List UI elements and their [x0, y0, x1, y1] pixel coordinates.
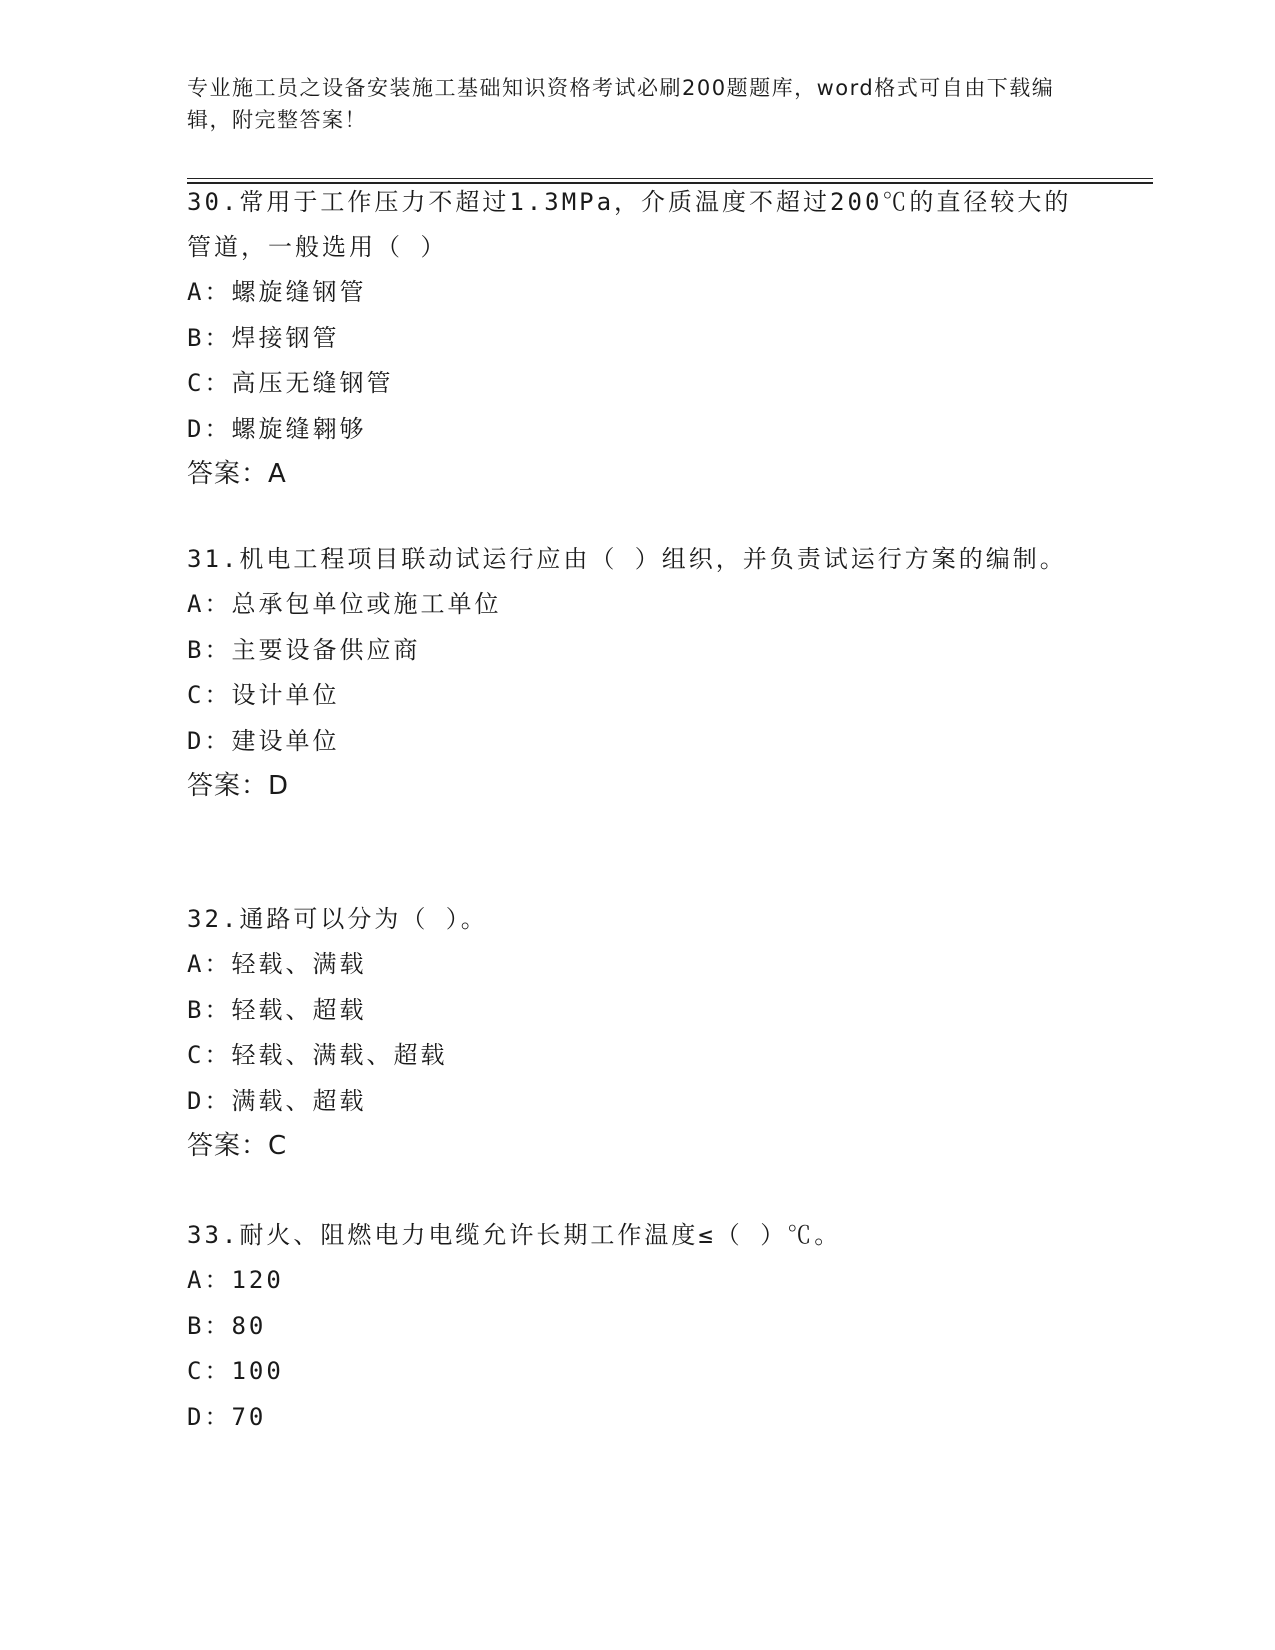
question-33	[187, 1213, 1087, 1440]
question-stem: 33.耐火、阻燃电力电缆允许长期工作温度≤（ ）℃。	[187, 1221, 842, 1249]
option-d: D：满载、超载	[187, 1086, 367, 1115]
header-divider-thin	[187, 178, 1153, 179]
option-a: A：轻载、满载	[187, 950, 367, 978]
option-d: D：70	[187, 1402, 267, 1431]
option-c: C：100	[187, 1357, 284, 1385]
answer: 答案：D	[187, 771, 290, 801]
document-header: 专业施工员之设备安装施工基础知识资格考试必刷200题题库，word格式可自由下载编辑，附完整答案！	[187, 76, 1055, 132]
option-c: C：高压无缝钢管	[187, 369, 394, 397]
option-a: A：总承包单位或施工单位	[187, 590, 502, 618]
question-stem: 31.机电工程项目联动试运行应由（ ）组织，并负责试运行方案的编制。	[187, 545, 1067, 573]
option-a: A：螺旋缝钢管	[187, 278, 367, 306]
question-30	[187, 180, 1087, 497]
option-c: C：设计单位	[187, 681, 340, 709]
option-d: D：螺旋缝翱够	[187, 414, 367, 443]
question-32	[187, 897, 1087, 1169]
question-31	[187, 537, 1087, 809]
answer: 答案：C	[187, 1131, 288, 1161]
option-b: B：轻载、超载	[187, 995, 367, 1024]
option-c: C：轻载、满载、超载	[187, 1041, 448, 1069]
option-b: B：80	[187, 1311, 267, 1340]
question-stem: 32.通路可以分为（ ）。	[187, 905, 488, 933]
option-b: B：主要设备供应商	[187, 635, 421, 664]
question-stem: 30.常用于工作压力不超过1.3MPa，介质温度不超过200℃的直径较大的管道，一般选用（ ）	[187, 188, 1072, 261]
option-d: D：建设单位	[187, 726, 340, 755]
option-a: A：120	[187, 1266, 284, 1294]
option-b: B：焊接钢管	[187, 323, 340, 352]
answer: 答案：A	[187, 459, 287, 489]
